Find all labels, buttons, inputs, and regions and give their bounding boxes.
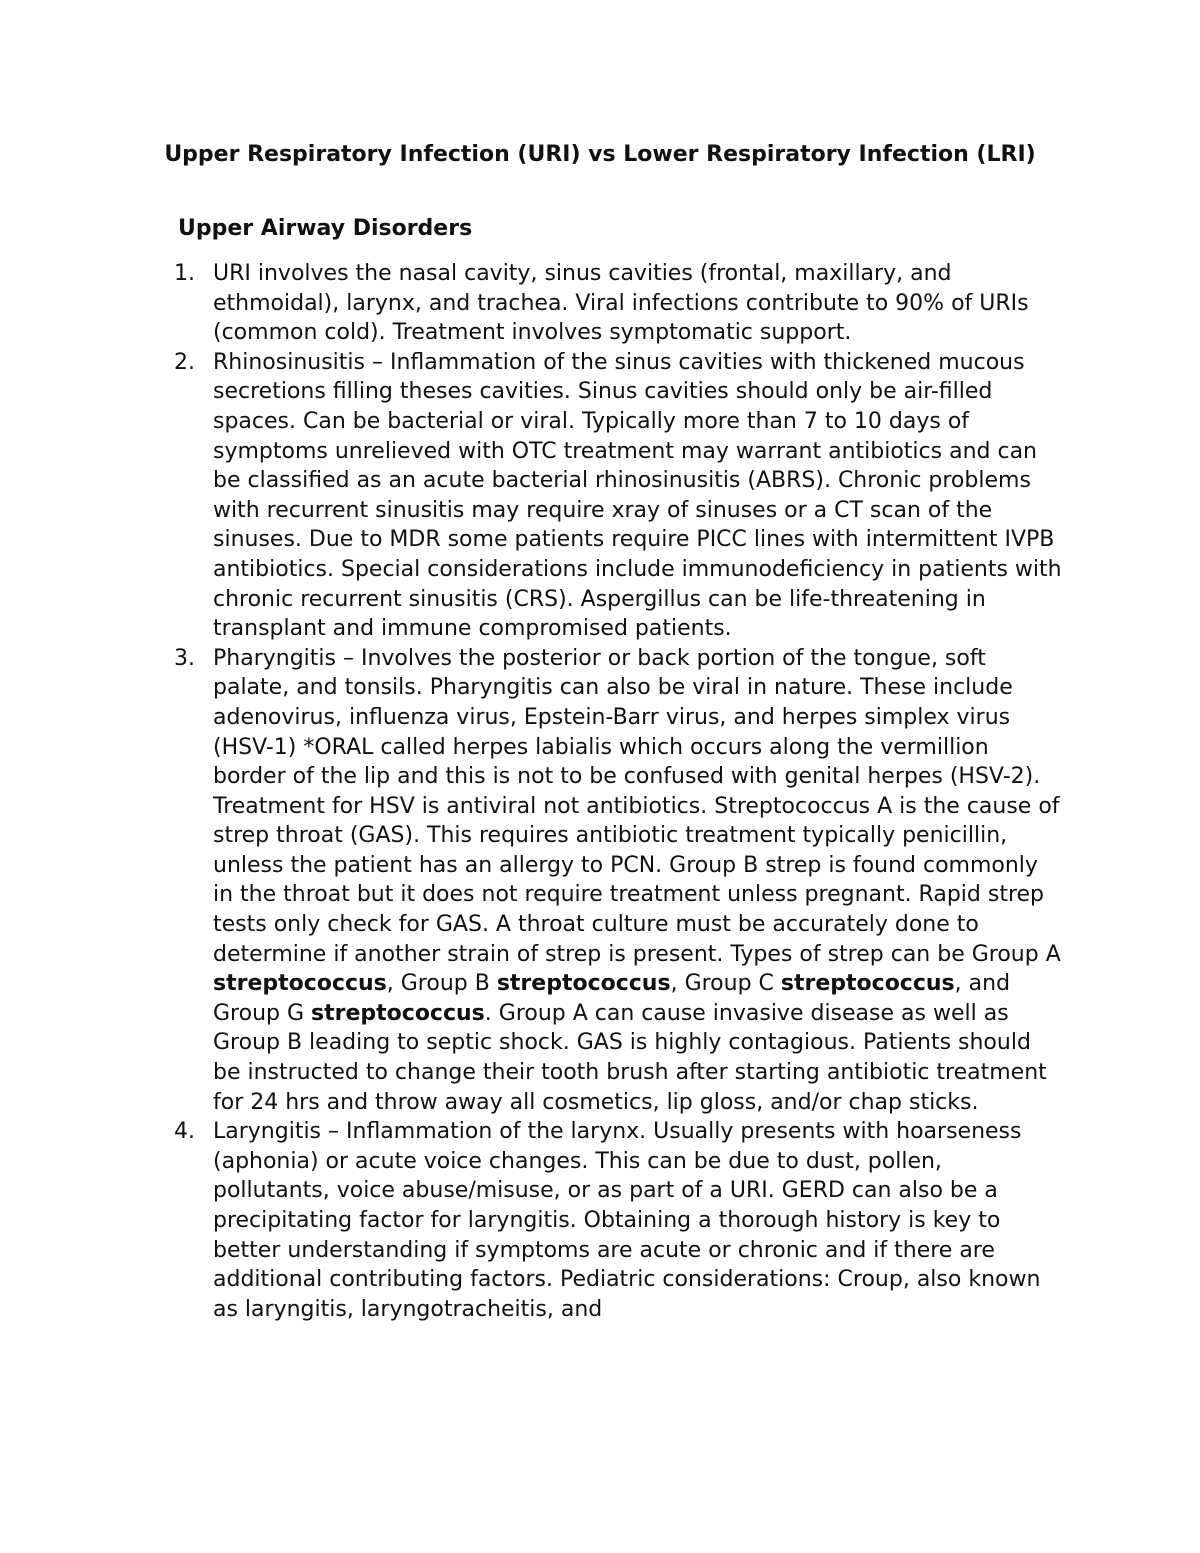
text-segment: , Group B	[386, 971, 497, 997]
list-item-text	[213, 644, 1064, 1118]
list-item-number: 1.	[174, 261, 195, 286]
bold-term: streptococcus	[780, 971, 955, 997]
bold-term: streptococcus	[311, 1000, 485, 1026]
list-item-number: 3.	[174, 645, 195, 671]
list-item-text: Rhinosinusitis – Inflammation of the sinus cavities with thickened mucous secretions filling theses cavities. Sinus cavities should only be air-filled spaces. Can be bacterial or viral. Typically more than 7 to 10 days of symptoms unrelieved with OTC treatment may warrant antibiotics and can be classified as an acute bacterial rhinosinusitis (ABRS). Chronic problems with recurrent sinusitis may require xray of sinuses or a CT scan of the sinuses. Due to MDR some patients require PICC lines with intermittent IVPB antibiotics. Special considerations include immunodeficiency in patients with chronic recurrent sinusitis (CRS). Aspergillus can be life-threatening in transplant and immune compromised patients.	[213, 349, 1062, 642]
list-item	[174, 259, 1064, 348]
document-title: Upper Respiratory Infection (URI) vs Lower Respiratory Infection (LRI)	[164, 142, 1036, 167]
section-heading: Upper Airway Disorders	[178, 216, 473, 241]
list-item-text: URI involves the nasal cavity, sinus cavities (frontal, maxillary, and ethmoidal), larynx, and trachea. Viral infections contribute to 90% of URIs (common cold). Treatment involves symptomatic support.	[213, 261, 1029, 346]
list-item-number: 2.	[174, 349, 195, 375]
text-segment: , and Group G	[213, 971, 1011, 1026]
list-item	[174, 348, 1064, 644]
text-segment: Pharyngitis – Involves the posterior or back portion of the tongue, soft palate, and tonsils. Pharyngitis can also be viral in nature. These include adenovirus, influenza virus, Epstein-Barr virus, and herpes simplex virus (HSV-1) *ORAL called herpes labialis which occurs along the vermillion border of the lip and this is not to be confused with genital herpes (HSV-2). Treatment for HSV is antiviral not antibiotics. Streptococcus A is the cause of strep throat (GAS). This requires antibiotic treatment typically penicillin, unless the patient has an allergy to PCN. Group B strep is found commonly in the throat but it does not require treatment unless pregnant. Rapid strep tests only check for GAS. A throat culture must be accurately done to determine if another strain of strep is present. Types of strep can be Group A	[213, 645, 1061, 967]
bold-term: streptococcus	[496, 971, 671, 997]
bold-term: streptococcus	[213, 971, 387, 997]
list-item	[174, 1117, 1064, 1324]
list-item-text: Laryngitis – Inflammation of the larynx. Usually presents with hoarseness (aphonia) or acute voice changes. This can be due to dust, pollen, pollutants, voice abuse/misuse, or as part of a URI. GERD can also be a precipitating factor for laryngitis. Obtaining a thorough history is key to better understanding if symptoms are acute or chronic and if there are additional contributing factors. Pediatric considerations: Croup, also known as laryngitis, laryngotracheitis, and	[213, 1119, 1041, 1322]
text-segment: , Group C	[670, 971, 781, 997]
list-item	[174, 644, 1064, 1118]
text-segment: . Group A can cause invasive disease as well as Group B leading to septic shock. GAS is highly contagious. Patients should be instructed to change their tooth brush after starting antibiotic treatment for 24 hrs and throw away all cosmetics, lip gloss, and/or chap sticks.	[213, 1000, 1047, 1115]
disorders-list	[174, 259, 1064, 1324]
list-item-number: 4.	[174, 1119, 195, 1145]
